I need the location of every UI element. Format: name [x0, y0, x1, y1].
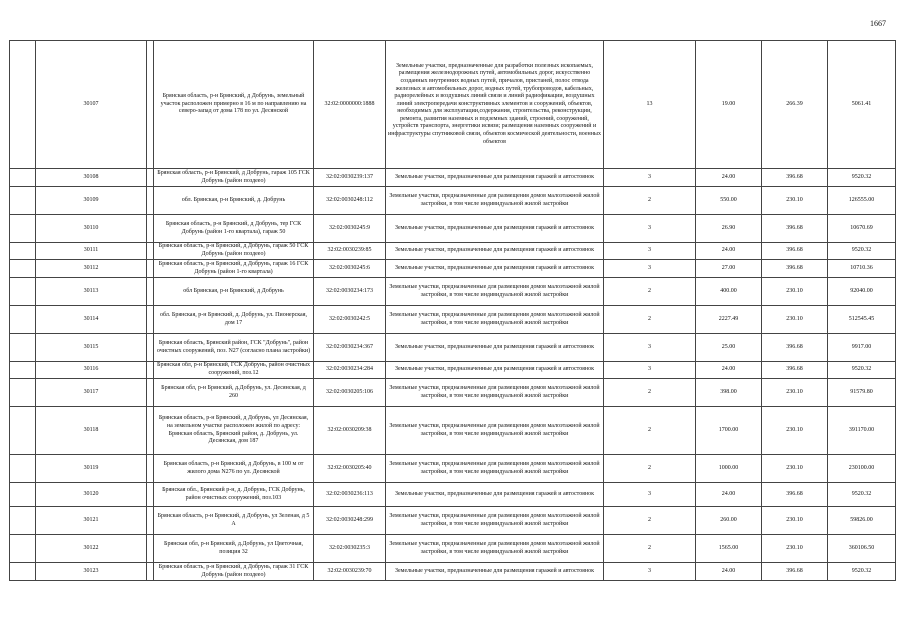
blank-cell	[10, 483, 36, 507]
cadastral-number-cell: 32:02:0030234:367	[314, 334, 386, 362]
land-use-cell: Земельные участки, предназначенные для размещения гаражей и автостоянок	[386, 483, 604, 507]
group-cell: 3	[604, 215, 696, 243]
address-cell: Брянская область, р-н Брянский, д Добрунь, земельный участок расположен примерно в 16 м по направлению на северо-запад от дома 178 по ул. Десянской	[154, 41, 314, 169]
row-id: 30119	[36, 455, 147, 483]
blank-cell	[10, 41, 36, 169]
specific-value-cell: 266.39	[762, 41, 828, 169]
cadastral-number-cell: 32:02:0030236:113	[314, 483, 386, 507]
blank-cell	[147, 215, 154, 243]
blank-cell	[147, 407, 154, 455]
area-cell: 19.00	[696, 41, 762, 169]
blank-cell	[10, 379, 36, 407]
table-row	[10, 563, 896, 581]
group-cell: 3	[604, 362, 696, 379]
blank-cell	[10, 243, 36, 260]
land-use-cell: Земельные участки, предназначенные для разработки полезных ископаемых, размещения железнодорожных путей, автомобильных дорог, искусственно созданных внутренних водных путей, причалов, пристаней, полос отвода железных и автомобильных дорог, водных путей, трубопроводов, кабельных, радиорелейных и воздушных линий связи и линий радиофикации, воздушных линий электропередачи конструктивных элементов и сооружений, объектов, необходимых для эксплуатации,содержания, строительства, реконструкции, ремонта, развития наземных и подземных зданий, строений, сооружений, устройств транспорта, энергетики исвязи; размещения наземных сооружений и инфраструктуры спутниковой связи, объектов космической деятельности, военных объектов	[386, 41, 604, 169]
row-id: 30118	[36, 407, 147, 455]
group-cell: 3	[604, 563, 696, 581]
table-row	[10, 535, 896, 563]
area-cell: 1565.00	[696, 535, 762, 563]
table-row	[10, 41, 896, 169]
cadastral-value-cell: 10710.36	[828, 260, 896, 278]
specific-value-cell: 396.68	[762, 260, 828, 278]
cadastral-value-cell: 59826.00	[828, 507, 896, 535]
group-cell: 2	[604, 407, 696, 455]
blank-cell	[10, 215, 36, 243]
area-cell: 24.00	[696, 243, 762, 260]
group-cell: 2	[604, 379, 696, 407]
cadastral-number-cell: 32:02:0030242:5	[314, 306, 386, 334]
blank-cell	[147, 535, 154, 563]
area-cell: 398.00	[696, 379, 762, 407]
area-cell: 24.00	[696, 362, 762, 379]
row-id: 30114	[36, 306, 147, 334]
table-row	[10, 455, 896, 483]
row-id: 30123	[36, 563, 147, 581]
specific-value-cell: 396.68	[762, 362, 828, 379]
blank-cell	[10, 563, 36, 581]
blank-cell	[147, 334, 154, 362]
land-use-cell: Земельные участки, предназначенные для размещения гаражей и автостоянок	[386, 169, 604, 187]
row-id: 30109	[36, 187, 147, 215]
specific-value-cell: 230.10	[762, 278, 828, 306]
cadastral-value-cell: 91579.80	[828, 379, 896, 407]
cadastral-number-cell: 32:02:0030235:3	[314, 535, 386, 563]
area-cell: 1000.00	[696, 455, 762, 483]
address-cell: обл. Брянская, р-н Брянский, д. Добрунь, ул. Пионерская, дом 17	[154, 306, 314, 334]
blank-cell	[147, 243, 154, 260]
blank-cell	[147, 306, 154, 334]
table-row	[10, 407, 896, 455]
address-cell: Брянская область, Брянский район, ГСК "Добрунь", район очистных сооружений, поз. N27 (согласно плана застройки)	[154, 334, 314, 362]
blank-cell	[147, 379, 154, 407]
specific-value-cell: 396.68	[762, 169, 828, 187]
address-cell: Брянская область, р-н Брянский, д Добрунь, гараж 31 ГСК Добрунь (район поздеео)	[154, 563, 314, 581]
row-id: 30107	[36, 41, 147, 169]
table-row	[10, 169, 896, 187]
page-number: 1667	[870, 19, 886, 28]
group-cell: 3	[604, 483, 696, 507]
group-cell: 2	[604, 507, 696, 535]
row-id: 30120	[36, 483, 147, 507]
blank-cell	[147, 507, 154, 535]
blank-cell	[10, 306, 36, 334]
group-cell: 3	[604, 243, 696, 260]
cadastral-value-cell: 9520.32	[828, 243, 896, 260]
address-cell: Брянская область, р-н Брянский, д Добрунь, гараж 16 ГСК Добрунь (район 1-го квартала)	[154, 260, 314, 278]
blank-cell	[10, 187, 36, 215]
area-cell: 400.00	[696, 278, 762, 306]
blank-cell	[10, 334, 36, 362]
specific-value-cell: 396.68	[762, 483, 828, 507]
land-use-cell: Земельные участки, предназначенные для размещения гаражей и автостоянок	[386, 243, 604, 260]
address-cell: Брянская обл, р-н Брянский, д.Добрунь, ул. Десянская, д 260	[154, 379, 314, 407]
cadastral-number-cell: 32:02:0030239:137	[314, 169, 386, 187]
row-id: 30116	[36, 362, 147, 379]
cadastral-number-cell: 32:02:0030248:112	[314, 187, 386, 215]
land-use-cell: Земельные участки, предназначенные для размещения домов малоэтажной жилой застройки, в том числе индивидуальной жилой застройки	[386, 306, 604, 334]
address-cell: Брянская область, р-н Брянский, д Добрунь, гараж 50 ГСК Добрунь (район поздеео)	[154, 243, 314, 260]
cadastral-value-cell: 10670.69	[828, 215, 896, 243]
table-row	[10, 260, 896, 278]
area-cell: 550.00	[696, 187, 762, 215]
row-id: 30112	[36, 260, 147, 278]
specific-value-cell: 396.68	[762, 243, 828, 260]
table-row	[10, 379, 896, 407]
group-cell: 3	[604, 260, 696, 278]
address-cell: Брянская область, р-н Брянский, д Добрунь, ул Десянская, на земельном участке расположен жилой по адресу: Брянская область, Брянский район, д. Добрунь, ул. Десянская, дом 187	[154, 407, 314, 455]
blank-cell	[10, 455, 36, 483]
row-id: 30108	[36, 169, 147, 187]
cadastral-number-cell: 32:02:0030239:70	[314, 563, 386, 581]
group-cell: 3	[604, 169, 696, 187]
row-id: 30121	[36, 507, 147, 535]
blank-cell	[10, 535, 36, 563]
table-row	[10, 507, 896, 535]
cadastral-number-cell: 32:02:0000000:1888	[314, 41, 386, 169]
row-id: 30117	[36, 379, 147, 407]
group-cell: 2	[604, 455, 696, 483]
specific-value-cell: 230.10	[762, 407, 828, 455]
address-cell: Брянская обл, р-н Брянский, ГСК Добрунь, район очистных сооружений, поз.12	[154, 362, 314, 379]
cadastral-value-cell: 9520.32	[828, 169, 896, 187]
land-use-cell: Земельные участки, предназначенные для размещения домов малоэтажной жилой застройки, в том числе индивидуальной жилой застройки	[386, 407, 604, 455]
cadastral-value-cell: 5061.41	[828, 41, 896, 169]
area-cell: 27.00	[696, 260, 762, 278]
cadastral-value-cell: 92040.00	[828, 278, 896, 306]
address-cell: Брянская область, р-н Брянский, д Добрунь, гараж 105 ГСК Добрунь (район поздеео)	[154, 169, 314, 187]
address-cell: Брянская область, р-н Брянский, д Добрунь, в 100 м от жилого дома N276 по ул. Десянской	[154, 455, 314, 483]
blank-cell	[10, 260, 36, 278]
cadastral-value-cell: 9917.00	[828, 334, 896, 362]
land-use-cell: Земельные участки, предназначенные для размещения домов малоэтажной жилой застройки, в том числе индивидуальной жилой застройки	[386, 187, 604, 215]
blank-cell	[147, 483, 154, 507]
blank-cell	[147, 187, 154, 215]
blank-cell	[147, 362, 154, 379]
cadastral-value-cell: 230100.00	[828, 455, 896, 483]
table-row	[10, 362, 896, 379]
row-id: 30111	[36, 243, 147, 260]
row-id: 30122	[36, 535, 147, 563]
blank-cell	[147, 169, 154, 187]
cadastral-number-cell: 32:02:0030239:85	[314, 243, 386, 260]
cadastral-number-cell: 32:02:0030205:40	[314, 455, 386, 483]
cadastral-number-cell: 32:02:0030248:299	[314, 507, 386, 535]
area-cell: 24.00	[696, 169, 762, 187]
cadastral-number-cell: 32:02:0030245:9	[314, 215, 386, 243]
blank-cell	[147, 278, 154, 306]
specific-value-cell: 230.10	[762, 306, 828, 334]
table-row	[10, 215, 896, 243]
land-use-cell: Земельные участки, предназначенные для размещения гаражей и автостоянок	[386, 362, 604, 379]
specific-value-cell: 230.10	[762, 507, 828, 535]
cadastral-value-cell: 391170.00	[828, 407, 896, 455]
table-row	[10, 187, 896, 215]
specific-value-cell: 230.10	[762, 187, 828, 215]
blank-cell	[10, 278, 36, 306]
row-id: 30115	[36, 334, 147, 362]
blank-cell	[10, 169, 36, 187]
area-cell: 1700.00	[696, 407, 762, 455]
area-cell: 26.90	[696, 215, 762, 243]
table-row	[10, 306, 896, 334]
row-id: 30113	[36, 278, 147, 306]
specific-value-cell: 396.68	[762, 215, 828, 243]
specific-value-cell: 396.68	[762, 563, 828, 581]
cadastral-number-cell: 32:02:0030205:106	[314, 379, 386, 407]
specific-value-cell: 396.68	[762, 334, 828, 362]
area-cell: 24.00	[696, 483, 762, 507]
cadastral-value-table	[9, 40, 896, 581]
blank-cell	[147, 455, 154, 483]
table-row	[10, 483, 896, 507]
blank-cell	[10, 407, 36, 455]
cadastral-number-cell: 32:02:0030234:284	[314, 362, 386, 379]
area-cell: 25.00	[696, 334, 762, 362]
land-use-cell: Земельные участки, предназначенные для размещения гаражей и автостоянок	[386, 260, 604, 278]
blank-cell	[147, 563, 154, 581]
cadastral-number-cell: 32:02:0030209:38	[314, 407, 386, 455]
area-cell: 260.00	[696, 507, 762, 535]
group-cell: 3	[604, 334, 696, 362]
blank-cell	[147, 260, 154, 278]
cadastral-value-cell: 9520.32	[828, 483, 896, 507]
land-use-cell: Земельные участки, предназначенные для размещения гаражей и автостоянок	[386, 334, 604, 362]
address-cell: Брянская обл, р-н Брянский, д.Добрунь, ул Цветочная, позиция 32	[154, 535, 314, 563]
cadastral-value-cell: 360106.50	[828, 535, 896, 563]
land-use-cell: Земельные участки, предназначенные для размещения домов малоэтажной жилой застройки, в том числе индивидуальной жилой застройки	[386, 278, 604, 306]
table-row	[10, 278, 896, 306]
blank-cell	[10, 507, 36, 535]
group-cell: 2	[604, 306, 696, 334]
specific-value-cell: 230.10	[762, 455, 828, 483]
area-cell: 24.00	[696, 563, 762, 581]
specific-value-cell: 230.10	[762, 535, 828, 563]
table-body	[10, 41, 896, 581]
group-cell: 2	[604, 278, 696, 306]
group-cell: 2	[604, 187, 696, 215]
table-row	[10, 243, 896, 260]
table-row	[10, 334, 896, 362]
cadastral-value-cell: 9520.32	[828, 362, 896, 379]
blank-cell	[10, 362, 36, 379]
cadastral-number-cell: 32:02:0030234:173	[314, 278, 386, 306]
row-id: 30110	[36, 215, 147, 243]
address-cell: Брянская обл., Брянский р-н, д. Добрунь, ГСК Добрунь, район очистных сооружений, поз.103	[154, 483, 314, 507]
land-use-cell: Земельные участки, предназначенные для размещения гаражей и автостоянок	[386, 215, 604, 243]
address-cell: обл Брянская, р-н Брянский, д Добрунь	[154, 278, 314, 306]
land-use-cell: Земельные участки, предназначенные для размещения домов малоэтажной жилой застройки, в том числе индивидуальной жилой застройки	[386, 379, 604, 407]
land-use-cell: Земельные участки, предназначенные для размещения гаражей и автостоянок	[386, 563, 604, 581]
address-cell: обл. Брянская, р-н Брянский, д. Добрунь	[154, 187, 314, 215]
cadastral-value-cell: 9520.32	[828, 563, 896, 581]
group-cell: 13	[604, 41, 696, 169]
address-cell: Брянская область, р-н Брянский, д Добрунь, тер ГСК Добрунь (район 1-го квартала), гараж 50	[154, 215, 314, 243]
cadastral-number-cell: 32:02:0030245:6	[314, 260, 386, 278]
land-use-cell: Земельные участки, предназначенные для размещения домов малоэтажной жилой застройки, в том числе индивидуальной жилой застройки	[386, 535, 604, 563]
land-use-cell: Земельные участки, предназначенные для размещения домов малоэтажной жилой застройки, в том числе индивидуальной жилой застройки	[386, 507, 604, 535]
cadastral-value-cell: 126555.00	[828, 187, 896, 215]
specific-value-cell: 230.10	[762, 379, 828, 407]
land-use-cell: Земельные участки, предназначенные для размещения домов малоэтажной жилой застройки, в том числе индивидуальной жилой застройки	[386, 455, 604, 483]
group-cell: 2	[604, 535, 696, 563]
blank-cell	[147, 41, 154, 169]
cadastral-value-cell: 512545.45	[828, 306, 896, 334]
address-cell: Брянская область, р-н Брянский, д Добрунь, ул Зеленая, д 5 А	[154, 507, 314, 535]
area-cell: 2227.49	[696, 306, 762, 334]
